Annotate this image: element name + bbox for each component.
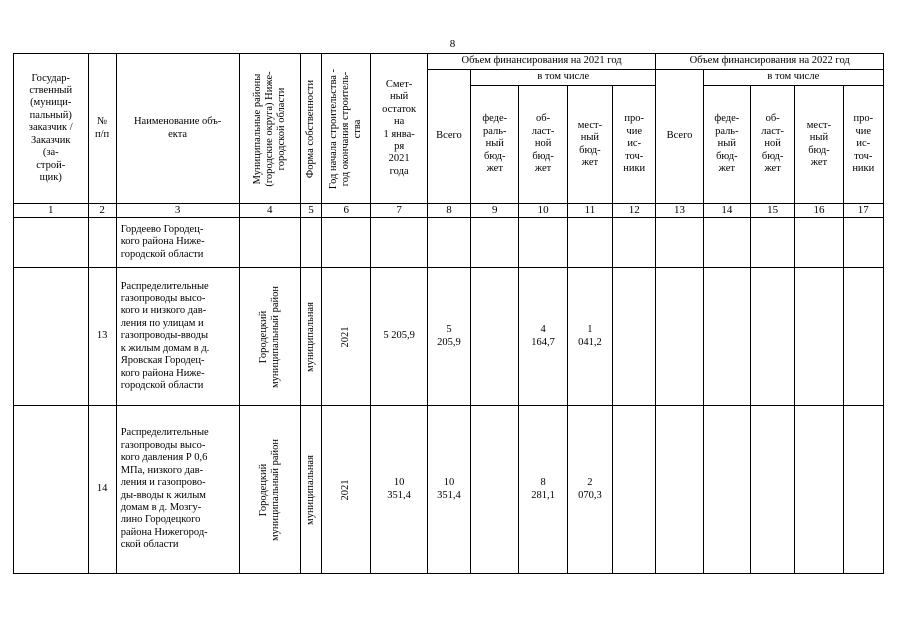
header-regional-2022: об- ласт- ной бюд- жет <box>750 86 794 204</box>
row-federal-2021 <box>471 406 519 574</box>
header-other-2022: про- чие ис- точ- ники <box>843 86 883 204</box>
header-years-text: Год начала строительства - год окончания строитель- ства <box>328 68 364 189</box>
column-number: 16 <box>795 204 843 218</box>
column-number: 6 <box>322 204 371 218</box>
row-local-2021: 2 070,3 <box>567 406 612 574</box>
header-ownership <box>300 54 321 204</box>
column-number: 11 <box>567 204 612 218</box>
header-including-2021: в том числе <box>471 70 656 86</box>
row-balance: 5 205,9 <box>371 268 427 406</box>
column-number: 1 <box>14 204 89 218</box>
column-number: 9 <box>471 204 519 218</box>
column-number: 12 <box>613 204 656 218</box>
table-row <box>14 218 884 268</box>
header-districts-text: Муниципальные районы (городские округа) Ниже- городской области <box>251 70 287 187</box>
row-ownership-text: муниципальная <box>305 454 317 525</box>
row-object-name: Распределительные газопроводы высо- кого давления Р 0,6 МПа, низкого дав- ления и газопрово- ды-вводы к жилым домам в д. Мозгу- лино Городецкого района Нижегород- ской области <box>116 406 239 574</box>
row-district <box>239 268 300 406</box>
row-years <box>322 406 371 574</box>
column-number: 15 <box>750 204 794 218</box>
header-num: № п/п <box>88 54 116 204</box>
header-federal-2022: феде- раль- ный бюд- жет <box>703 86 750 204</box>
header-local-2021: мест- ный бюд- жет <box>567 86 612 204</box>
column-number: 14 <box>703 204 750 218</box>
row-years-text: 2021 <box>340 479 352 500</box>
header-object-name: Наименование объ- екта <box>116 54 239 204</box>
row-total-2021: 5 205,9 <box>427 268 470 406</box>
column-number: 3 <box>116 204 239 218</box>
row-district-text: Городецкий муниципальный район <box>257 438 281 541</box>
row-regional-2021: 4 164,7 <box>519 268 567 406</box>
page-number: 8 <box>449 38 456 50</box>
row-num: 13 <box>88 268 116 406</box>
column-number: 2 <box>88 204 116 218</box>
row-total-2021: 10 351,4 <box>427 406 470 574</box>
header-customer: Государ- ственный (муници- пальный) заказчик / Заказчик (за- строй- щик) <box>14 54 89 204</box>
row-ownership-text: муниципальная <box>305 301 317 372</box>
column-number-row <box>14 204 884 218</box>
header-federal-2021: феде- раль- ный бюд- жет <box>471 86 519 204</box>
header-including-2022: в том числе <box>703 70 883 86</box>
header-estimate-balance: Смет- ный остаток на 1 янва- ря 2021 года <box>371 54 427 204</box>
column-number: 17 <box>843 204 883 218</box>
row-ownership <box>300 268 321 406</box>
financing-table <box>13 53 884 574</box>
row-federal-2021 <box>471 268 519 406</box>
column-number: 5 <box>300 204 321 218</box>
row-years <box>322 268 371 406</box>
header-other-2021: про- чие ис- точ- ники <box>613 86 656 204</box>
row-district <box>239 406 300 574</box>
header-fin-2021: Объем финансирования на 2021 год <box>427 54 656 70</box>
column-number: 13 <box>656 204 703 218</box>
header-districts <box>239 54 300 204</box>
row-object-name: Распределительные газопроводы высо- кого и низкого дав- ления по улицам и газопроводы-вводы к жилым домам в д. Яровская Городец- кого района Ниже- городской области <box>116 268 239 406</box>
row-ownership <box>300 406 321 574</box>
header-ownership-text: Форма собственности <box>305 79 317 178</box>
column-number: 8 <box>427 204 470 218</box>
row-balance: 10 351,4 <box>371 406 427 574</box>
header-total-2021: Всего <box>427 70 470 204</box>
row-object-name: Гордеево Городец- кого района Ниже- городской области <box>116 218 239 268</box>
row-local-2021: 1 041,2 <box>567 268 612 406</box>
column-number: 7 <box>371 204 427 218</box>
column-number: 10 <box>519 204 567 218</box>
row-years-text: 2021 <box>340 326 352 347</box>
row-district-text: Городецкий муниципальный район <box>257 285 281 388</box>
header-local-2022: мест- ный бюд- жет <box>795 86 843 204</box>
header-regional-2021: об- ласт- ной бюд- жет <box>519 86 567 204</box>
header-fin-2022: Объем финансирования на 2022 год <box>656 54 884 70</box>
row-regional-2021: 8 281,1 <box>519 406 567 574</box>
table-row <box>14 406 884 574</box>
table-row <box>14 268 884 406</box>
row-num <box>88 218 116 268</box>
header-years <box>322 54 371 204</box>
column-number: 4 <box>239 204 300 218</box>
row-num: 14 <box>88 406 116 574</box>
header-total-2022: Всего <box>656 70 703 204</box>
